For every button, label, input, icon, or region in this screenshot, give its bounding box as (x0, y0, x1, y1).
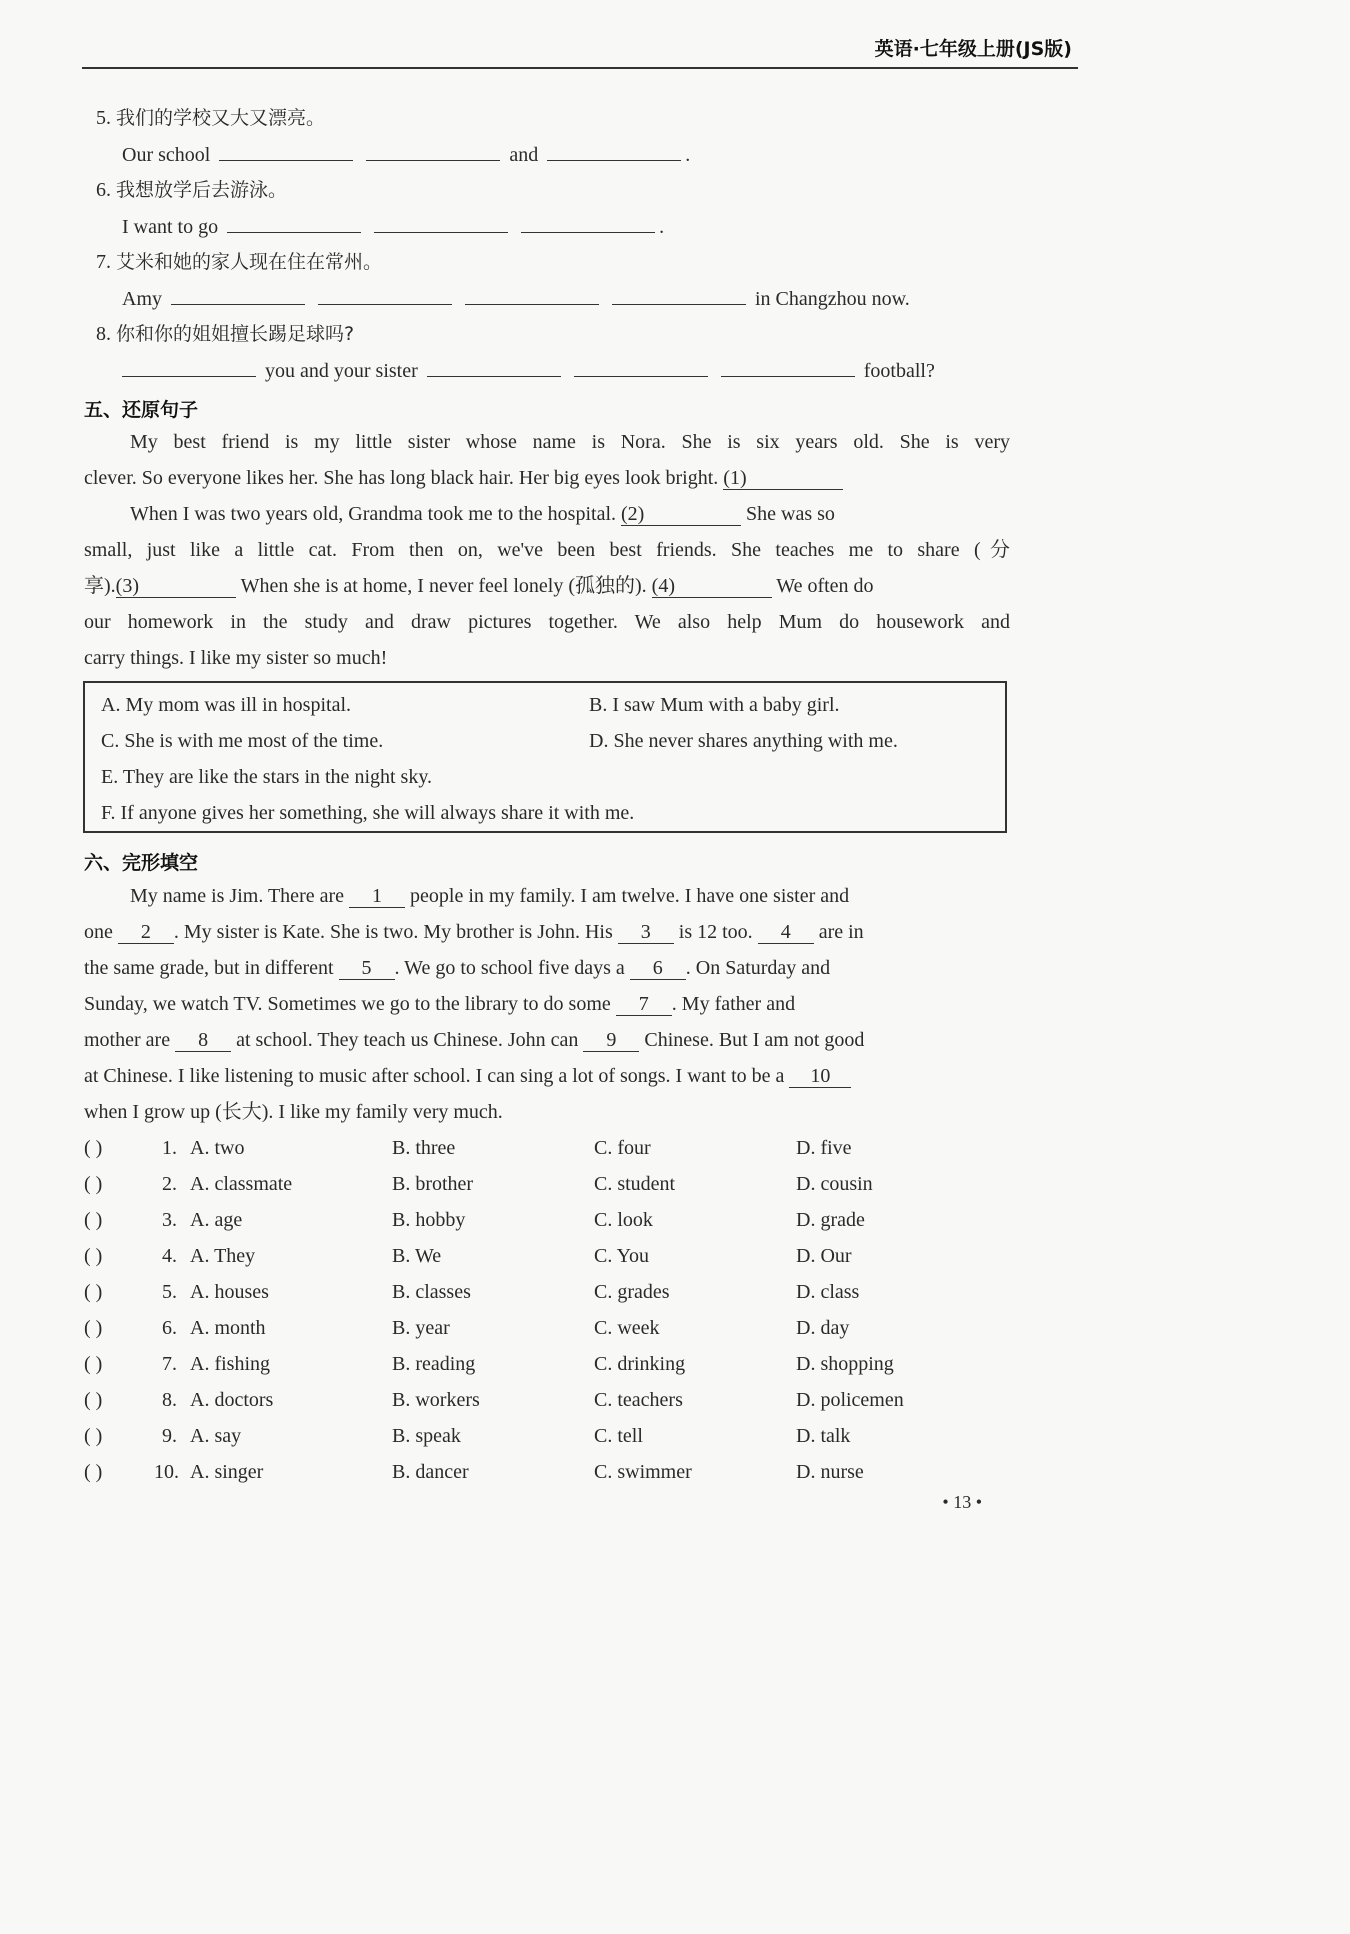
blank-1[interactable] (723, 467, 843, 490)
choice-a[interactable]: A. classmate (190, 1173, 293, 1195)
passage-line: small, just like a little cat. From then on, we've been best friends. She teaches me to share (分 (84, 539, 1010, 561)
item-number: 8. (96, 323, 111, 345)
answer-blank[interactable] (427, 356, 561, 377)
item-number: 7. (96, 251, 111, 273)
cloze-blank-8[interactable]: 8 (175, 1029, 231, 1052)
translation-item-5-answer (122, 140, 690, 169)
cloze-text: at school. They teach us Chinese. John can (236, 1029, 579, 1051)
answer-parentheses[interactable]: ( ) (84, 1353, 103, 1375)
answer-text: I want to go (122, 216, 219, 238)
cloze-text: . My father and (671, 993, 796, 1015)
choice-c[interactable]: C. tell (594, 1425, 643, 1447)
answer-parentheses[interactable]: ( ) (84, 1281, 103, 1303)
cloze-line (130, 882, 1010, 910)
passage-line: our homework in the study and draw pictures together. We also help Mum do housework and (84, 611, 1010, 633)
page-header-title: 英语·七年级上册(JS版) (874, 38, 1072, 60)
translation-item-6-answer (122, 212, 664, 241)
choice-b[interactable]: B. speak (392, 1425, 461, 1447)
passage-line: carry things. I like my sister so much! (84, 647, 388, 669)
choice-c[interactable]: C. four (594, 1137, 651, 1159)
question-number: 6. (162, 1317, 177, 1339)
answer-text: you and your sister (265, 360, 418, 382)
question-row (84, 1206, 984, 1236)
choice-a[interactable]: A. month (190, 1317, 266, 1339)
choice-d[interactable]: D. shopping (796, 1353, 894, 1375)
cloze-blank-9[interactable]: 9 (583, 1029, 639, 1052)
answer-blank[interactable] (721, 356, 855, 377)
question-row (84, 1242, 984, 1272)
cloze-text: My name is Jim. There are (130, 885, 345, 907)
choice-d[interactable]: D. day (796, 1317, 850, 1339)
choice-b[interactable]: B. three (392, 1137, 456, 1159)
question-row (84, 1350, 984, 1380)
choice-a[interactable]: A. age (190, 1209, 243, 1231)
cloze-text: at Chinese. I like listening to music after school. I can sing a lot of songs. I want to be a (84, 1065, 785, 1087)
blank-label: (4) (651, 575, 675, 597)
choice-d[interactable]: D. cousin (796, 1173, 873, 1195)
section-5-heading: 五、还原句子 (84, 399, 199, 421)
cloze-text: one (84, 921, 113, 943)
passage-text: 享). (84, 575, 116, 597)
question-number: 9. (162, 1425, 177, 1447)
choice-b[interactable]: B. We (392, 1245, 442, 1267)
question-row (84, 1170, 984, 1200)
translation-item-5-prompt (96, 104, 325, 132)
option-f: F. If anyone gives her something, she will always share it with me. (101, 802, 635, 824)
choice-c[interactable]: C. grades (594, 1281, 670, 1303)
section-6-heading: 六、完形填空 (84, 852, 199, 874)
answer-blank[interactable] (374, 212, 508, 233)
answer-blank[interactable] (318, 284, 452, 305)
cloze-blank-1[interactable]: 1 (349, 885, 405, 908)
option-c: C. She is with me most of the time. (101, 730, 384, 752)
cloze-line (84, 1062, 1010, 1090)
page-number: • 13 • (942, 1492, 982, 1512)
answer-parentheses[interactable]: ( ) (84, 1317, 103, 1339)
cloze-text: is 12 too. (678, 921, 753, 943)
header-rule (82, 67, 1078, 69)
blank-label: (1) (723, 467, 747, 489)
question-number: 3. (162, 1209, 177, 1231)
question-number: 7. (162, 1353, 177, 1375)
chinese-sentence: 我们的学校又大又漂亮。 (116, 107, 326, 129)
options-box (83, 681, 1007, 833)
passage-text: She was so (746, 503, 835, 525)
choice-c[interactable]: C. teachers (594, 1389, 683, 1411)
choice-c[interactable]: C. student (594, 1173, 676, 1195)
cloze-line (84, 918, 1010, 946)
answer-blank[interactable] (465, 284, 599, 305)
choice-b[interactable]: B. brother (392, 1173, 474, 1195)
item-number: 6. (96, 179, 111, 201)
choice-d[interactable]: D. grade (796, 1209, 865, 1231)
passage-text: When she is at home, I never feel lonely (孤独的). (240, 575, 647, 597)
chinese-sentence: 你和你的姐姐擅长踢足球吗? (116, 323, 355, 345)
blank-3[interactable] (116, 575, 236, 598)
choice-b[interactable]: B. year (392, 1317, 450, 1339)
translation-item-7-answer (122, 284, 910, 313)
answer-parentheses[interactable]: ( ) (84, 1389, 103, 1411)
answer-blank[interactable] (219, 140, 353, 161)
question-number: 2. (162, 1173, 177, 1195)
question-row (84, 1422, 984, 1452)
question-row (84, 1386, 984, 1416)
cloze-blank-7[interactable]: 7 (616, 993, 672, 1016)
question-row (84, 1134, 984, 1164)
choice-b[interactable]: B. reading (392, 1353, 476, 1375)
cloze-text: the same grade, but in different (84, 957, 334, 979)
cloze-text: . On Saturday and (685, 957, 831, 979)
choice-d[interactable]: D. class (796, 1281, 860, 1303)
answer-parentheses[interactable]: ( ) (84, 1137, 103, 1159)
choice-a[interactable]: A. two (190, 1137, 245, 1159)
choice-c[interactable]: C. look (594, 1209, 653, 1231)
item-number: 5. (96, 107, 111, 129)
cloze-text: people in my family. I am twelve. I have one sister and (410, 885, 850, 907)
cloze-blank-5[interactable]: 5 (339, 957, 395, 980)
chinese-sentence: 我想放学后去游泳。 (116, 179, 288, 201)
choice-c[interactable]: C. week (594, 1317, 660, 1339)
answer-blank[interactable] (612, 284, 746, 305)
cloze-blank-10[interactable]: 10 (789, 1065, 851, 1088)
choice-c[interactable]: C. drinking (594, 1353, 686, 1375)
answer-blank[interactable] (521, 212, 655, 233)
cloze-text: mother are (84, 1029, 171, 1051)
choice-a[interactable]: A. They (190, 1245, 256, 1267)
cloze-text: . My sister is Kate. She is two. My brother is John. His (173, 921, 613, 943)
answer-text: football? (863, 360, 935, 382)
cloze-line (84, 954, 1010, 982)
answer-text: and (509, 144, 539, 166)
passage-line (84, 464, 1010, 492)
choice-d[interactable]: D. policemen (796, 1389, 904, 1411)
cloze-blank-4[interactable]: 4 (758, 921, 814, 944)
cloze-blank-3[interactable]: 3 (618, 921, 674, 944)
question-number: 1. (162, 1137, 177, 1159)
answer-parentheses[interactable]: ( ) (84, 1173, 103, 1195)
translation-item-6-prompt (96, 176, 287, 204)
chinese-sentence: 艾米和她的家人现在住在常州。 (116, 251, 383, 273)
choice-b[interactable]: B. workers (392, 1389, 480, 1411)
choice-d[interactable]: D. five (796, 1137, 852, 1159)
answer-parentheses[interactable]: ( ) (84, 1209, 103, 1231)
passage-text: clever. So everyone likes her. She has long black hair. Her big eyes look bright. (84, 467, 719, 489)
choice-c[interactable]: C. You (594, 1245, 650, 1267)
blank-4[interactable] (652, 575, 772, 598)
cloze-text: . We go to school five days a (394, 957, 625, 979)
translation-item-7-prompt (96, 248, 382, 276)
cloze-line: when I grow up (长大). I like my family very much. (84, 1101, 503, 1123)
answer-parentheses[interactable]: ( ) (84, 1461, 103, 1483)
choice-a[interactable]: A. singer (190, 1461, 264, 1483)
answer-parentheses[interactable]: ( ) (84, 1245, 103, 1267)
cloze-text: Sunday, we watch TV. Sometimes we go to the library to do some (84, 993, 611, 1015)
choice-a[interactable]: A. fishing (190, 1353, 270, 1375)
question-row (84, 1458, 984, 1488)
question-row (84, 1314, 984, 1344)
passage-line (84, 572, 1010, 600)
passage-line (130, 500, 1010, 528)
answer-blank[interactable] (171, 284, 305, 305)
cloze-blank-2[interactable]: 2 (118, 921, 174, 944)
question-number: 10. (154, 1461, 179, 1483)
cloze-line (84, 1026, 1010, 1054)
choice-d[interactable]: D. nurse (796, 1461, 864, 1483)
cloze-line (84, 990, 1010, 1018)
choice-b[interactable]: B. classes (392, 1281, 471, 1303)
answer-text: in Changzhou now. (755, 288, 910, 310)
answer-text: . (685, 144, 691, 166)
answer-blank[interactable] (227, 212, 361, 233)
option-d: D. She never shares anything with me. (589, 730, 898, 752)
choice-c[interactable]: C. swimmer (594, 1461, 692, 1483)
answer-blank[interactable] (574, 356, 708, 377)
translation-item-8-prompt (96, 320, 354, 348)
passage-text: We often do (776, 575, 874, 597)
question-row (84, 1278, 984, 1308)
option-e: E. They are like the stars in the night sky. (101, 766, 433, 788)
translation-item-8-answer (122, 356, 935, 385)
answer-text: Amy (122, 288, 162, 310)
question-number: 8. (162, 1389, 177, 1411)
choice-a[interactable]: A. say (190, 1425, 242, 1447)
choice-b[interactable]: B. dancer (392, 1461, 469, 1483)
answer-blank[interactable] (122, 356, 256, 377)
choice-d[interactable]: D. talk (796, 1425, 851, 1447)
blank-2[interactable] (621, 503, 741, 526)
cloze-blank-6[interactable]: 6 (630, 957, 686, 980)
choice-a[interactable]: A. doctors (190, 1389, 274, 1411)
blank-label: (2) (621, 503, 645, 525)
option-a: A. My mom was ill in hospital. (101, 694, 351, 716)
answer-blank[interactable] (366, 140, 500, 161)
question-number: 4. (162, 1245, 177, 1267)
passage-line: My best friend is my little sister whose name is Nora. She is six years old. She is very (130, 431, 1010, 453)
blank-label: (3) (115, 575, 139, 597)
answer-blank[interactable] (547, 140, 681, 161)
choice-b[interactable]: B. hobby (392, 1209, 466, 1231)
cloze-text: Chinese. But I am not good (644, 1029, 865, 1051)
question-number: 5. (162, 1281, 177, 1303)
choice-d[interactable]: D. Our (796, 1245, 852, 1267)
answer-parentheses[interactable]: ( ) (84, 1425, 103, 1447)
answer-text: Our school (122, 144, 211, 166)
answer-text: . (659, 216, 665, 238)
passage-text: When I was two years old, Grandma took me to the hospital. (130, 503, 616, 525)
cloze-text: are in (818, 921, 864, 943)
option-b: B. I saw Mum with a baby girl. (589, 694, 840, 716)
choice-a[interactable]: A. houses (190, 1281, 269, 1303)
